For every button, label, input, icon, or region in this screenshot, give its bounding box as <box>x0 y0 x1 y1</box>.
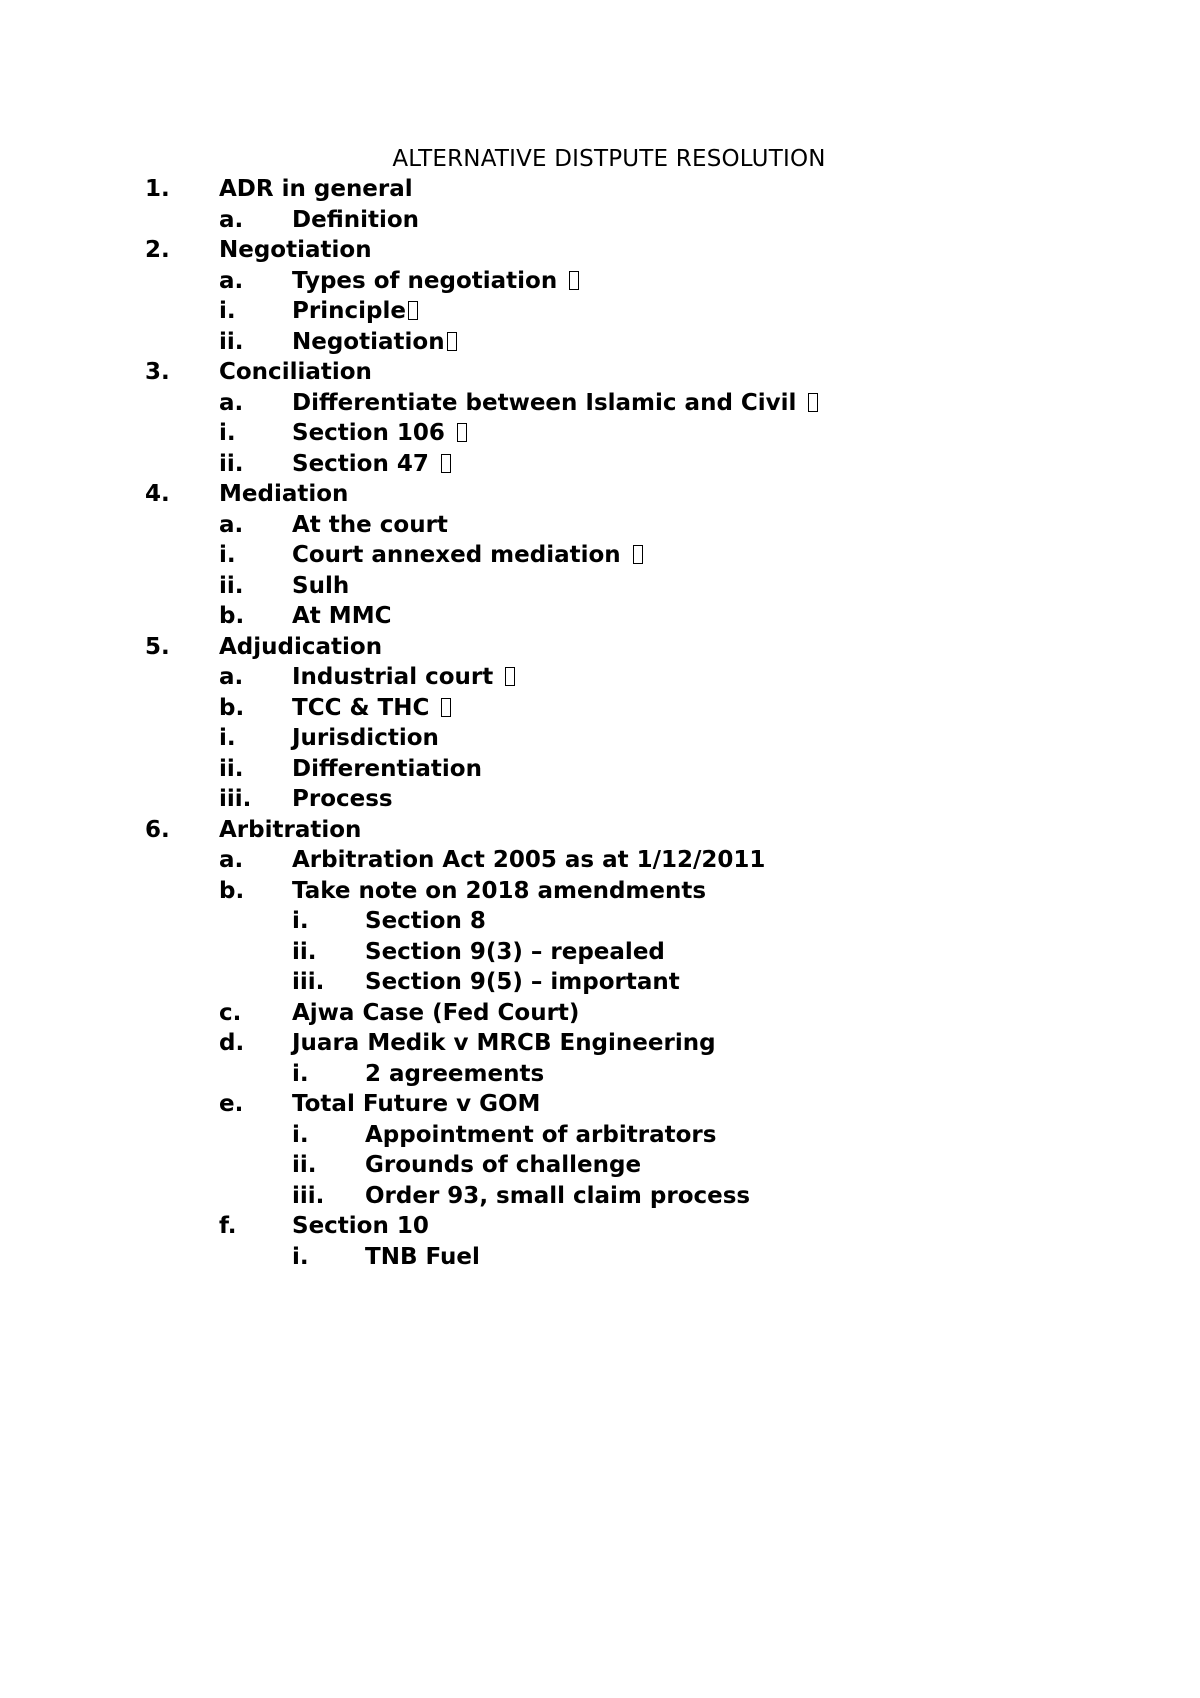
outline-item-marker: a. <box>219 206 244 233</box>
outline-item-marker: a. <box>219 389 244 416</box>
outline-item-text-wrap <box>292 662 515 692</box>
outline-item-text-wrap <box>292 845 765 875</box>
outline-item-marker: e. <box>219 1091 244 1117</box>
missing-glyph-box-icon <box>808 393 818 412</box>
outline-item-text-wrap <box>292 1211 429 1241</box>
document-title: ALTERNATIVE DISTPUTE RESOLUTION <box>392 146 826 172</box>
missing-glyph-box-icon <box>457 423 467 442</box>
outline-item-text-wrap <box>292 1089 540 1119</box>
outline-item-text: Definition <box>292 206 420 233</box>
outline-item-text: Differentiate between Islamic and Civil <box>292 389 797 416</box>
outline-item-text: Appointment of arbitrators <box>365 1121 717 1148</box>
outline-item-marker: iii. <box>219 786 252 812</box>
outline-item-text-wrap <box>365 1059 544 1089</box>
outline-item-marker: ii. <box>219 755 244 782</box>
outline-item-text-wrap <box>292 754 482 784</box>
outline-item-marker: ii. <box>292 938 317 965</box>
outline-item-marker: ii. <box>219 328 244 355</box>
outline-item-text-wrap <box>365 967 680 997</box>
outline-item-text: Total Future v GOM <box>292 1091 541 1117</box>
outline-item-text-wrap <box>292 876 706 906</box>
outline-item-text: 2 agreements <box>365 1060 545 1087</box>
outline-item-marker: i. <box>219 542 236 568</box>
outline-item-marker: iii. <box>292 969 325 995</box>
outline-item-marker: iii. <box>292 1182 325 1209</box>
outline-item-text-wrap <box>219 632 382 662</box>
outline-item-text: Types of negotiation <box>292 267 558 294</box>
outline-item-text: Section 9(3) – repealed <box>365 938 665 965</box>
outline-item-text: Juara Medik v MRCB Engineering <box>292 1030 716 1056</box>
outline-item-text: ADR in general <box>219 176 413 202</box>
outline-item-text-wrap <box>365 1150 641 1180</box>
outline-item-text-wrap <box>292 388 818 418</box>
outline-item-marker: 1. <box>145 176 170 202</box>
outline-item-marker: a. <box>219 664 244 690</box>
outline-item-text: Industrial court <box>292 664 494 690</box>
outline-item-marker: i. <box>292 1243 309 1270</box>
outline-item-text: Section 106 <box>292 420 445 446</box>
outline-item-text: Differentiation <box>292 755 482 782</box>
outline-item-text: Principle <box>292 298 406 324</box>
outline-item-marker: a. <box>219 267 244 294</box>
outline-item-text-wrap <box>292 510 448 540</box>
outline-item-text: Take note on 2018 amendments <box>292 877 707 904</box>
outline-item-marker: ii. <box>219 572 244 599</box>
outline-item-text-wrap <box>219 174 413 204</box>
outline-item-text-wrap <box>365 1242 480 1272</box>
outline-item-text: Section 10 <box>292 1213 429 1239</box>
outline-item-marker: a. <box>219 511 244 538</box>
outline-item-text: Jurisdiction <box>292 725 439 751</box>
outline-item-text-wrap <box>292 205 419 235</box>
outline-item-text: Section 8 <box>365 908 486 934</box>
missing-glyph-box-icon <box>441 698 451 717</box>
outline-item-text-wrap <box>292 1028 716 1058</box>
missing-glyph-box-icon <box>408 301 418 320</box>
outline-item-text-wrap <box>292 784 393 814</box>
outline-item-text: Mediation <box>219 481 349 507</box>
outline-item-text: Adjudication <box>219 633 383 660</box>
outline-item-marker: ii. <box>292 1152 317 1178</box>
outline-item-marker: 4. <box>145 481 170 507</box>
outline-item-text-wrap <box>292 693 451 723</box>
outline-item-marker: i. <box>219 420 236 446</box>
outline-item-text: Arbitration Act 2005 as at 1/12/2011 <box>292 847 766 873</box>
outline-item-text-wrap <box>292 723 439 753</box>
outline-item-marker: f. <box>219 1213 237 1239</box>
outline-item-marker: i. <box>219 725 236 751</box>
outline-item-text-wrap <box>292 418 467 448</box>
outline-item-text-wrap <box>292 449 451 479</box>
outline-item-marker: 3. <box>145 359 170 385</box>
outline-item-text: Order 93, small claim process <box>365 1182 751 1209</box>
outline-item-text-wrap <box>292 540 643 570</box>
outline-item-text-wrap <box>292 266 579 296</box>
outline-item-marker: b. <box>219 694 245 721</box>
outline-item-marker: i. <box>292 1060 309 1087</box>
outline-item-text-wrap <box>365 1181 750 1211</box>
outline-item-text: Conciliation <box>219 359 372 385</box>
outline-item-marker: ii. <box>219 450 244 477</box>
outline-item-text: Section 47 <box>292 450 429 477</box>
outline-item-marker: 2. <box>145 237 170 263</box>
missing-glyph-box-icon <box>447 332 457 351</box>
outline-item-text: Arbitration <box>219 816 362 843</box>
outline-item-text: Grounds of challenge <box>365 1152 642 1178</box>
outline-item-marker: 6. <box>145 816 170 843</box>
outline-item-text-wrap <box>365 906 486 936</box>
outline-item-text-wrap <box>219 235 372 265</box>
outline-item-text: Section 9(5) – important <box>365 969 680 995</box>
outline-item-text-wrap <box>292 998 579 1028</box>
outline-item-text: TNB Fuel <box>365 1243 480 1270</box>
outline-item-text: At MMC <box>292 603 392 629</box>
outline-item-text-wrap <box>219 479 348 509</box>
outline-item-marker: d. <box>219 1030 245 1056</box>
outline-item-text: Negotiation <box>292 328 445 355</box>
outline-item-text-wrap <box>365 937 665 967</box>
outline-item-text-wrap <box>292 327 457 357</box>
missing-glyph-box-icon <box>569 271 579 290</box>
outline-item-marker: i. <box>292 908 309 934</box>
outline-item-marker: a. <box>219 847 244 873</box>
outline-item-text: At the court <box>292 511 448 538</box>
outline-item-marker: 5. <box>145 633 170 660</box>
missing-glyph-box-icon <box>633 545 643 564</box>
outline-item-text-wrap <box>219 357 372 387</box>
missing-glyph-box-icon <box>505 667 515 686</box>
outline-item-text-wrap <box>292 571 349 601</box>
outline-item-text-wrap <box>219 815 361 845</box>
outline-item-text-wrap <box>292 601 391 631</box>
outline-item-text: Sulh <box>292 572 350 599</box>
outline-item-marker: i. <box>292 1121 309 1148</box>
outline-item-text: Ajwa Case (Fed Court) <box>292 999 580 1026</box>
outline-item-text: Process <box>292 786 393 812</box>
outline-item-text-wrap <box>292 296 418 326</box>
missing-glyph-box-icon <box>441 454 451 473</box>
outline-item-marker: i. <box>219 298 236 324</box>
outline-item-marker: c. <box>219 999 242 1026</box>
outline-item-text: Court annexed mediation <box>292 542 621 568</box>
outline-item-marker: b. <box>219 603 245 629</box>
outline-item-text: Negotiation <box>219 237 372 263</box>
outline-item-text-wrap <box>365 1120 716 1150</box>
outline-item-text: TCC & THC <box>292 694 430 721</box>
outline-item-marker: b. <box>219 877 245 904</box>
